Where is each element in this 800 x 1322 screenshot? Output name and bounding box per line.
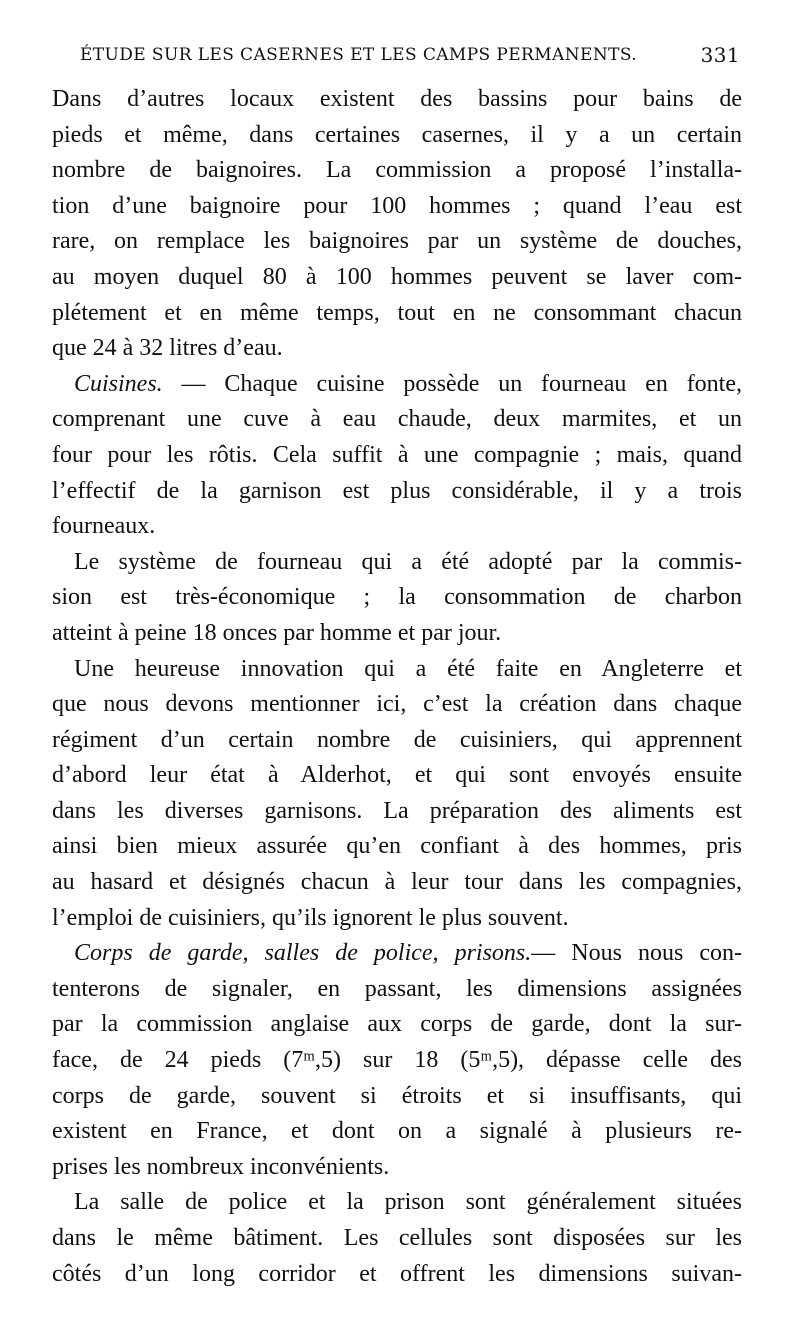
text-line: comprenant une cuve à eau chaude, deux marmites, et un bbox=[52, 406, 742, 433]
text-line: l’effectif de la garnison est plus considérable, il y a trois bbox=[52, 477, 742, 504]
text-line: par la commission anglaise aux corps de garde, dont la sur- bbox=[52, 1011, 742, 1038]
text-line bbox=[52, 936, 742, 972]
text-line: La salle de police et la prison sont généralement situées bbox=[74, 1189, 742, 1216]
text-run: — Chaque cuisine possède un fourneau en fonte, bbox=[162, 370, 742, 397]
text-line: prises les nombreux inconvénients. bbox=[52, 1153, 390, 1180]
section-heading-cuisines: Cuisines. bbox=[74, 370, 163, 397]
paragraph-innovation bbox=[52, 652, 742, 937]
text-line: d’abord leur état à Alderhot, et qui sont envoyés ensuite bbox=[52, 762, 742, 789]
text-line: existent en France, et dont on a signalé à plusieurs re- bbox=[52, 1118, 742, 1145]
text-line: atteint à peine 18 onces par homme et par jour. bbox=[52, 619, 502, 646]
running-title: ÉTUDE SUR LES CASERNES ET LES CAMPS PERMANENTS. bbox=[80, 45, 638, 65]
text-line: dans les diverses garnisons. La préparation des aliments est bbox=[52, 797, 742, 824]
page-number: 331 bbox=[700, 43, 740, 67]
text-line: nombre de baignoires. La commission a proposé l’installa- bbox=[52, 157, 742, 184]
section-heading-corps-de-garde: Corps de garde, salles de police, prisons. bbox=[74, 940, 532, 967]
text-line: corps de garde, souvent si étroits et si insuffisants, qui bbox=[52, 1082, 742, 1109]
text-line: Une heureuse innovation qui a été faite en Angleterre et bbox=[74, 655, 742, 682]
text-line: dans le même bâtiment. Les cellules sont disposées sur les bbox=[52, 1225, 742, 1251]
body-text bbox=[52, 82, 742, 1292]
text-line bbox=[52, 367, 742, 403]
text-line: ainsi bien mieux assurée qu’en confiant à des hommes, pris bbox=[52, 833, 742, 860]
text-line: face, de 24 pieds (7ᵐ,5) sur 18 (5ᵐ,5), dépasse celle des bbox=[52, 1047, 742, 1074]
text-line: rare, on remplace les baignoires par un système de douches, bbox=[52, 228, 742, 255]
text-line: au hasard et désignés chacun à leur tour dans les compagnies, bbox=[52, 869, 742, 896]
text-line: l’emploi de cuisiniers, qu’ils ignorent le plus souvent. bbox=[52, 904, 569, 931]
text-line: Dans d’autres locaux existent des bassins pour bains de bbox=[52, 86, 742, 112]
text-line: régiment d’un certain nombre de cuisiniers, qui apprennent bbox=[52, 726, 742, 753]
text-line: Le système de fourneau qui a été adopté par la commis- bbox=[74, 548, 742, 575]
running-head bbox=[80, 38, 740, 72]
text-line: pieds et même, dans certaines casernes, il y a un certain bbox=[52, 121, 742, 148]
text-line: sion est très-économique ; la consommation de charbon bbox=[52, 584, 742, 611]
text-run: — Nous nous con- bbox=[531, 940, 742, 967]
text-line: plétement et en même temps, tout en ne consommant chacun bbox=[52, 299, 742, 326]
paragraph-salle-de-police bbox=[52, 1185, 742, 1292]
paragraph-corps-de-garde bbox=[52, 936, 742, 1185]
text-line: fourneaux. bbox=[52, 513, 156, 540]
text-line: au moyen duquel 80 à 100 hommes peuvent se laver com- bbox=[52, 263, 742, 290]
text-line: côtés d’un long corridor et offrent les dimensions suivan- bbox=[52, 1260, 742, 1287]
text-line: four pour les rôtis. Cela suffit à une compagnie ; mais, quand bbox=[52, 441, 742, 468]
paragraph-fourneau bbox=[52, 545, 742, 652]
text-line: tion d’une baignoire pour 100 hommes ; quand l’eau est bbox=[52, 192, 742, 219]
paragraph-cuisines bbox=[52, 367, 742, 545]
paragraph-baths bbox=[52, 82, 742, 367]
text-line: tenterons de signaler, en passant, les dimensions assignées bbox=[52, 975, 742, 1002]
text-line: que 24 à 32 litres d’eau. bbox=[52, 335, 283, 362]
text-line: que nous devons mentionner ici, c’est la création dans chaque bbox=[52, 691, 742, 718]
